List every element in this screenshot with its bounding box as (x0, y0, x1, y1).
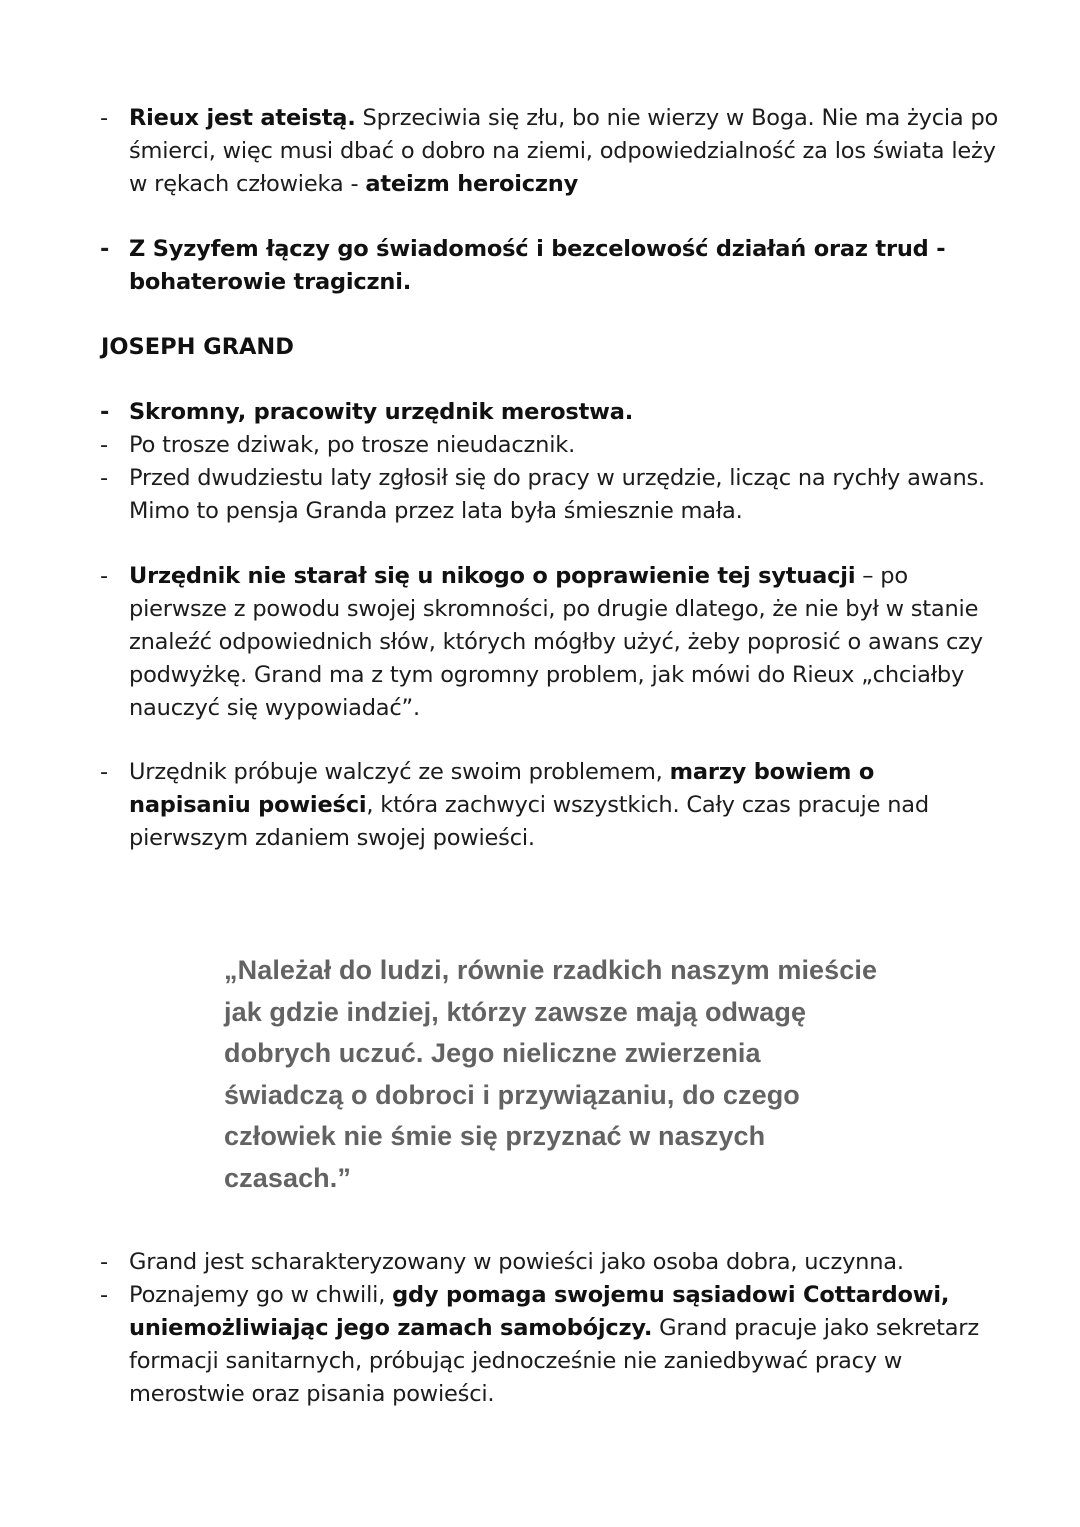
bullet-text (129, 462, 1000, 528)
text-run: Poznajemy go w chwili, (129, 1282, 393, 1308)
bullet-text (129, 429, 1000, 462)
bullet-text (129, 1279, 1000, 1411)
bullet-dash: - (100, 465, 108, 491)
bold-phrase: Rieux jest ateistą. (129, 105, 356, 131)
bullet-item (100, 560, 1000, 725)
bullet-text (129, 102, 1000, 201)
bold-phrase: Z Syzyfem łączy go świadomość i bezcelowość działań oraz trud - bohaterowie tragiczni. (129, 236, 946, 295)
bold-phrase: marzy bowiem o napisaniu powieści (129, 759, 875, 818)
bullet-dash: - (100, 759, 108, 785)
bullet-item (100, 396, 1000, 429)
bullet-dash: - (100, 1282, 108, 1308)
bullet-dash: - (100, 236, 110, 262)
bullet-item (100, 429, 1000, 462)
block-quote: „Należał do ludzi, równie rzadkich naszym mieście jak gdzie indziej, którzy zawsze mają odwagę dobrych uczuć. Jego nieliczne zwierzenia świadczą o dobroci i przywiązaniu, do czego człowiek nie śmie się przyznać w naszych czasach.” (224, 955, 878, 1193)
text-run: , która zachwyci wszystkich. Cały czas pracuje nad pierwszym zdaniem swojej powieści. (129, 792, 929, 851)
bullet-item (100, 462, 1000, 528)
text-run: – po pierwsze z powodu swojej skromności, po drugie dlatego, że nie był w stanie znaleźć odpowiednich słów, których mógłby użyć, żeby poprosić o awans czy podwyżkę. Grand ma z tym ogromny problem, jak mówi do Rieux „chciałby nauczyć się wypowiadać”. (129, 563, 983, 721)
bullet-dash: - (100, 563, 108, 589)
bullet-text (129, 560, 1000, 725)
bullet-item (100, 102, 1000, 201)
text-run: Przed dwudziestu laty zgłosił się do pracy w urzędzie, licząc na rychły awans. Mimo to pensja Granda przez lata była śmiesznie mała. (129, 465, 986, 524)
section-heading: JOSEPH GRAND (101, 334, 294, 360)
bullet-dash: - (100, 432, 108, 458)
bullet-text (129, 756, 1000, 855)
bold-phrase: gdy pomaga swojemu sąsiadowi Cottardowi, uniemożliwiając jego zamach samobójczy. (129, 1282, 950, 1341)
bullet-dash: - (100, 105, 108, 131)
bullet-dash: - (100, 399, 110, 425)
text-run: Grand pracuje jako sekretarz formacji sanitarnych, próbując jednocześnie nie zaniedbywać pracy w merostwie oraz pisania powieści. (129, 1315, 979, 1407)
bold-phrase: Urzędnik nie starał się u nikogo o poprawienie tej sytuacji (129, 563, 856, 589)
bullet-text (129, 233, 1000, 299)
text-run: Sprzeciwia się złu, bo nie wierzy w Boga. Nie ma życia po śmierci, więc musi dbać o dobro na ziemi, odpowiedzialność za los świata leży w rękach człowieka - (129, 105, 999, 197)
bullet-item (100, 1246, 1000, 1279)
text-run: Po trosze dziwak, po trosze nieudacznik. (129, 432, 576, 458)
bold-phrase: ateizm heroiczny (365, 171, 579, 197)
text-run: Grand jest scharakteryzowany w powieści jako osoba dobra, uczynna. (129, 1249, 904, 1275)
bullet-item (100, 233, 1000, 299)
bullet-text (129, 396, 1000, 429)
text-run: Urzędnik próbuje walczyć ze swoim problemem, (129, 759, 670, 785)
bold-phrase: Skromny, pracowity urzędnik merostwa. (129, 399, 634, 425)
bullet-item (100, 1279, 1000, 1411)
bullet-text (129, 1246, 1000, 1279)
bullet-dash: - (100, 1249, 108, 1275)
bullet-item (100, 756, 1000, 855)
